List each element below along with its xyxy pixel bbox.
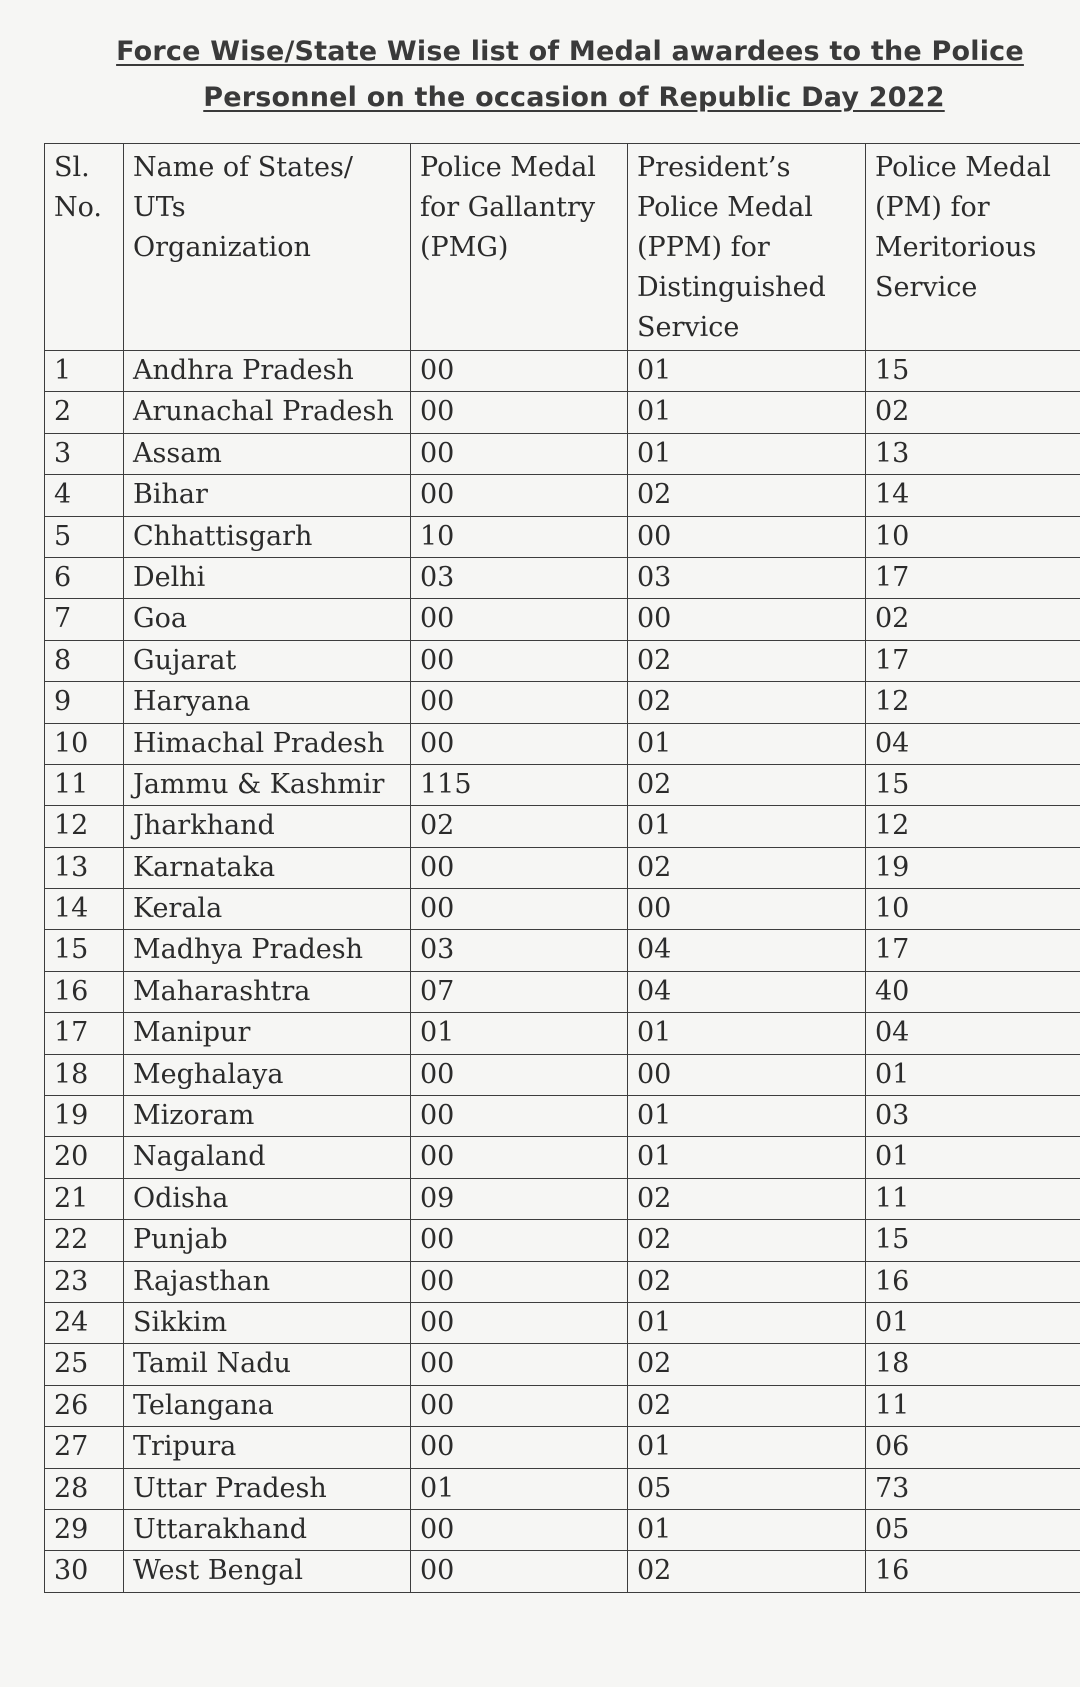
cell-sl-no: 10	[45, 723, 124, 764]
header-pmg	[411, 144, 628, 351]
medal-awardees-table	[44, 143, 1080, 1593]
cell-pmg: 01	[411, 1468, 628, 1509]
header-ppm-line: Service	[637, 312, 740, 343]
cell-pm: 15	[866, 764, 1080, 805]
header-pmg-line: Police Medal	[420, 152, 596, 183]
cell-pmg: 00	[411, 723, 628, 764]
cell-pmg: 00	[411, 847, 628, 888]
table-row	[45, 1137, 1080, 1178]
table-row	[45, 806, 1080, 847]
cell-pmg: 00	[411, 599, 628, 640]
cell-sl-no: 24	[45, 1302, 124, 1343]
cell-state-name: Arunachal Pradesh	[124, 392, 411, 433]
cell-pmg: 03	[411, 557, 628, 598]
cell-pm: 01	[866, 1137, 1080, 1178]
cell-sl-no: 3	[45, 433, 124, 474]
cell-ppm: 02	[628, 640, 866, 681]
cell-ppm: 01	[628, 1509, 866, 1550]
cell-ppm: 02	[628, 764, 866, 805]
header-pmg-line: for Gallantry	[420, 192, 596, 223]
table-row	[45, 1385, 1080, 1426]
cell-state-name: Jharkhand	[124, 806, 411, 847]
cell-sl-no: 11	[45, 764, 124, 805]
table-row	[45, 1013, 1080, 1054]
cell-ppm: 04	[628, 930, 866, 971]
cell-ppm: 01	[628, 351, 866, 392]
cell-pm: 16	[866, 1551, 1080, 1592]
cell-pmg: 07	[411, 971, 628, 1012]
cell-state-name: Odisha	[124, 1178, 411, 1219]
cell-state-name: Assam	[124, 433, 411, 474]
cell-pm: 73	[866, 1468, 1080, 1509]
cell-sl-no: 13	[45, 847, 124, 888]
cell-ppm: 01	[628, 1096, 866, 1137]
cell-state-name: Bihar	[124, 475, 411, 516]
cell-sl-no: 6	[45, 557, 124, 598]
header-pm-line: Police Medal	[875, 152, 1051, 183]
cell-pmg: 00	[411, 640, 628, 681]
table-row	[45, 640, 1080, 681]
cell-pm: 40	[866, 971, 1080, 1012]
cell-sl-no: 28	[45, 1468, 124, 1509]
cell-sl-no: 23	[45, 1261, 124, 1302]
table-row	[45, 1220, 1080, 1261]
cell-state-name: Delhi	[124, 557, 411, 598]
cell-pmg: 00	[411, 1385, 628, 1426]
table-row	[45, 392, 1080, 433]
cell-state-name: Uttarakhand	[124, 1509, 411, 1550]
cell-pmg: 00	[411, 682, 628, 723]
cell-pm: 18	[866, 1344, 1080, 1385]
cell-pmg: 09	[411, 1178, 628, 1219]
cell-state-name: Goa	[124, 599, 411, 640]
cell-pmg: 00	[411, 433, 628, 474]
cell-state-name: Telangana	[124, 1385, 411, 1426]
cell-ppm: 01	[628, 723, 866, 764]
cell-state-name: Tamil Nadu	[124, 1344, 411, 1385]
cell-pmg: 01	[411, 1013, 628, 1054]
cell-ppm: 01	[628, 1427, 866, 1468]
table-body	[45, 351, 1080, 1593]
cell-sl-no: 25	[45, 1344, 124, 1385]
document-title-line-2: Personnel on the occasion of Republic Day 2022	[203, 82, 945, 113]
document-title-line-1: Force Wise/State Wise list of Medal awardees to the Police	[116, 36, 1024, 67]
table-row	[45, 351, 1080, 392]
table-row	[45, 1551, 1080, 1592]
cell-sl-no: 18	[45, 1054, 124, 1095]
header-ppm-line: (PPM) for	[637, 232, 770, 263]
table-row	[45, 516, 1080, 557]
cell-pmg: 00	[411, 392, 628, 433]
cell-pm: 11	[866, 1178, 1080, 1219]
cell-pm: 12	[866, 682, 1080, 723]
table-row	[45, 1261, 1080, 1302]
cell-ppm: 01	[628, 433, 866, 474]
header-pm-line: (PM) for	[875, 192, 990, 223]
cell-sl-no: 22	[45, 1220, 124, 1261]
table-row	[45, 1344, 1080, 1385]
cell-state-name: Punjab	[124, 1220, 411, 1261]
table-row	[45, 930, 1080, 971]
cell-pm: 02	[866, 599, 1080, 640]
cell-pmg: 00	[411, 1054, 628, 1095]
table-row	[45, 889, 1080, 930]
header-ppm-line: Police Medal	[637, 192, 813, 223]
cell-pm: 01	[866, 1302, 1080, 1343]
cell-state-name: Gujarat	[124, 640, 411, 681]
table-row	[45, 1509, 1080, 1550]
cell-state-name: Rajasthan	[124, 1261, 411, 1302]
cell-ppm: 02	[628, 1220, 866, 1261]
table-row	[45, 1178, 1080, 1219]
cell-state-name: Sikkim	[124, 1302, 411, 1343]
header-state-name-line: Organization	[133, 232, 311, 263]
cell-ppm: 03	[628, 557, 866, 598]
cell-pm: 17	[866, 930, 1080, 971]
cell-pmg: 00	[411, 1261, 628, 1302]
cell-pm: 12	[866, 806, 1080, 847]
cell-pm: 05	[866, 1509, 1080, 1550]
table-row	[45, 1096, 1080, 1137]
cell-state-name: Chhattisgarh	[124, 516, 411, 557]
cell-ppm: 04	[628, 971, 866, 1012]
cell-sl-no: 15	[45, 930, 124, 971]
cell-sl-no: 1	[45, 351, 124, 392]
cell-sl-no: 8	[45, 640, 124, 681]
cell-sl-no: 17	[45, 1013, 124, 1054]
cell-pm: 19	[866, 847, 1080, 888]
cell-sl-no: 19	[45, 1096, 124, 1137]
cell-pm: 10	[866, 516, 1080, 557]
cell-pm: 16	[866, 1261, 1080, 1302]
cell-ppm: 01	[628, 1013, 866, 1054]
cell-sl-no: 26	[45, 1385, 124, 1426]
cell-ppm: 02	[628, 847, 866, 888]
cell-pmg: 02	[411, 806, 628, 847]
cell-pmg: 00	[411, 351, 628, 392]
table-row	[45, 764, 1080, 805]
table-row	[45, 971, 1080, 1012]
header-sl-no-line: Sl.	[54, 152, 90, 183]
table-row	[45, 433, 1080, 474]
cell-ppm: 01	[628, 392, 866, 433]
table-row	[45, 682, 1080, 723]
cell-sl-no: 30	[45, 1551, 124, 1592]
cell-pmg: 00	[411, 1551, 628, 1592]
cell-state-name: Haryana	[124, 682, 411, 723]
cell-pm: 04	[866, 723, 1080, 764]
cell-pmg: 03	[411, 930, 628, 971]
header-state-name-line: Name of States/ UTs	[133, 152, 353, 223]
cell-ppm: 00	[628, 1054, 866, 1095]
cell-ppm: 01	[628, 806, 866, 847]
cell-state-name: Meghalaya	[124, 1054, 411, 1095]
header-ppm-line: Distinguished	[637, 272, 826, 303]
cell-sl-no: 2	[45, 392, 124, 433]
cell-ppm: 00	[628, 599, 866, 640]
cell-pm: 06	[866, 1427, 1080, 1468]
cell-pmg: 00	[411, 1302, 628, 1343]
table-row	[45, 1427, 1080, 1468]
cell-state-name: Nagaland	[124, 1137, 411, 1178]
table-row	[45, 1054, 1080, 1095]
cell-state-name: Maharashtra	[124, 971, 411, 1012]
cell-state-name: Mizoram	[124, 1096, 411, 1137]
cell-pmg: 00	[411, 889, 628, 930]
cell-sl-no: 12	[45, 806, 124, 847]
cell-ppm: 02	[628, 1385, 866, 1426]
table-row	[45, 475, 1080, 516]
header-pm-line: Meritorious	[875, 232, 1037, 263]
cell-sl-no: 29	[45, 1509, 124, 1550]
header-sl-no	[45, 144, 124, 351]
cell-ppm: 00	[628, 516, 866, 557]
header-ppm-line: President’s	[637, 152, 791, 183]
cell-sl-no: 7	[45, 599, 124, 640]
cell-ppm: 02	[628, 1261, 866, 1302]
cell-pmg: 00	[411, 1096, 628, 1137]
header-ppm	[628, 144, 866, 351]
cell-ppm: 02	[628, 1178, 866, 1219]
cell-pm: 01	[866, 1054, 1080, 1095]
cell-state-name: Himachal Pradesh	[124, 723, 411, 764]
cell-ppm: 02	[628, 1551, 866, 1592]
cell-state-name: Kerala	[124, 889, 411, 930]
cell-pmg: 115	[411, 764, 628, 805]
cell-pm: 11	[866, 1385, 1080, 1426]
cell-sl-no: 21	[45, 1178, 124, 1219]
header-pm-line: Service	[875, 272, 978, 303]
cell-state-name: Madhya Pradesh	[124, 930, 411, 971]
cell-sl-no: 5	[45, 516, 124, 557]
cell-state-name: Karnataka	[124, 847, 411, 888]
cell-ppm: 02	[628, 682, 866, 723]
table-row	[45, 1302, 1080, 1343]
cell-pm: 13	[866, 433, 1080, 474]
cell-sl-no: 14	[45, 889, 124, 930]
cell-sl-no: 27	[45, 1427, 124, 1468]
header-pm	[866, 144, 1080, 351]
cell-pm: 10	[866, 889, 1080, 930]
table-header-row	[45, 144, 1080, 351]
header-pmg-line: (PMG)	[420, 232, 509, 263]
cell-ppm: 01	[628, 1302, 866, 1343]
cell-state-name: West Bengal	[124, 1551, 411, 1592]
cell-pm: 04	[866, 1013, 1080, 1054]
cell-pm: 15	[866, 351, 1080, 392]
cell-sl-no: 16	[45, 971, 124, 1012]
cell-pmg: 00	[411, 475, 628, 516]
cell-ppm: 02	[628, 1344, 866, 1385]
cell-ppm: 01	[628, 1137, 866, 1178]
cell-pm: 15	[866, 1220, 1080, 1261]
table-row	[45, 723, 1080, 764]
header-sl-no-line: No.	[54, 192, 102, 223]
header-state-name	[124, 144, 411, 351]
table-row	[45, 599, 1080, 640]
table-row	[45, 847, 1080, 888]
cell-ppm: 00	[628, 889, 866, 930]
cell-pmg: 00	[411, 1137, 628, 1178]
table-row	[45, 557, 1080, 598]
cell-ppm: 02	[628, 475, 866, 516]
cell-pmg: 00	[411, 1220, 628, 1261]
cell-state-name: Manipur	[124, 1013, 411, 1054]
cell-sl-no: 20	[45, 1137, 124, 1178]
cell-state-name: Jammu & Kashmir	[124, 764, 411, 805]
cell-pmg: 00	[411, 1509, 628, 1550]
cell-pm: 03	[866, 1096, 1080, 1137]
cell-pm: 17	[866, 557, 1080, 598]
cell-pmg: 10	[411, 516, 628, 557]
cell-pm: 14	[866, 475, 1080, 516]
cell-ppm: 05	[628, 1468, 866, 1509]
cell-state-name: Andhra Pradesh	[124, 351, 411, 392]
cell-pmg: 00	[411, 1344, 628, 1385]
cell-state-name: Tripura	[124, 1427, 411, 1468]
table-row	[45, 1468, 1080, 1509]
cell-pm: 17	[866, 640, 1080, 681]
cell-pmg: 00	[411, 1427, 628, 1468]
cell-sl-no: 9	[45, 682, 124, 723]
cell-pm: 02	[866, 392, 1080, 433]
cell-state-name: Uttar Pradesh	[124, 1468, 411, 1509]
cell-sl-no: 4	[45, 475, 124, 516]
